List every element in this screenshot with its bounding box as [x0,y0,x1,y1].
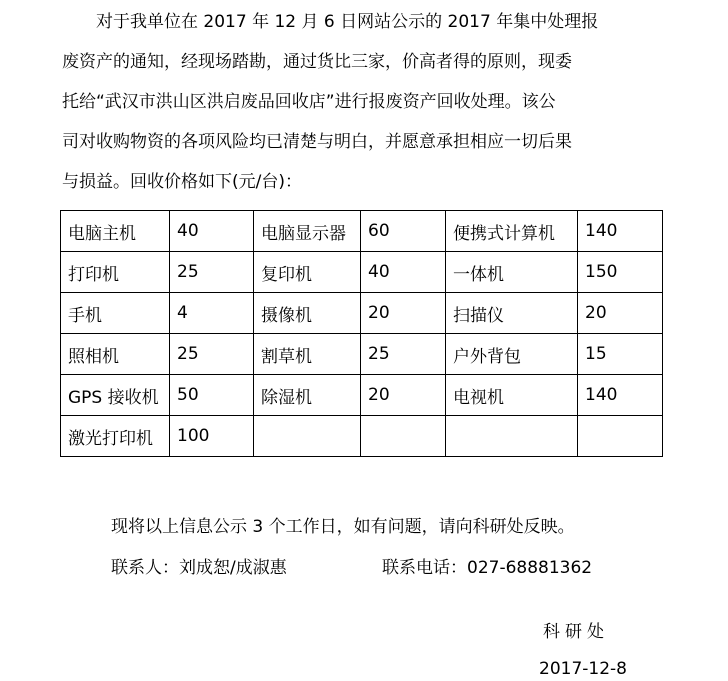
item-name-cell: 割草机 [254,334,361,375]
item-name-cell: 电脑主机 [61,211,170,252]
item-price-cell: 50 [170,375,254,416]
signature-date: 2017-12-8 [539,659,627,679]
item-name-cell: 除湿机 [254,375,361,416]
item-price-cell: 150 [578,252,663,293]
item-name-cell: 便携式计算机 [446,211,578,252]
item-name-cell: 照相机 [61,334,170,375]
item-name-cell: 激光打印机 [61,416,170,457]
item-price-cell: 25 [170,334,254,375]
intro-line: 司对收购物资的各项风险均已清楚与明白，并愿意承担相应一切后果 [62,132,572,152]
item-name-cell: 打印机 [61,252,170,293]
item-name-cell: 复印机 [254,252,361,293]
table-row [61,252,663,293]
intro-paragraph [62,2,662,202]
signature-department: 科研处 [543,622,609,642]
empty-cell [254,416,361,457]
item-price-cell: 140 [578,375,663,416]
notice-text: 现将以上信息公示 3 个工作日，如有问题，请向科研处反映。 [111,517,575,537]
contact-person: 联系人：刘成恕/成淑惠 [111,558,287,578]
item-price-cell: 20 [361,293,446,334]
item-price-cell: 100 [170,416,254,457]
item-price-cell: 20 [578,293,663,334]
item-price-cell: 20 [361,375,446,416]
intro-line: 与损益。回收价格如下(元/台)： [62,172,302,192]
item-price-cell: 4 [170,293,254,334]
empty-cell [361,416,446,457]
intro-line: 对于我单位在 2017 年 12 月 6 日网站公示的 2017 年集中处理报 [96,12,599,32]
item-price-cell: 15 [578,334,663,375]
item-name-cell: 户外背包 [446,334,578,375]
item-price-cell: 25 [361,334,446,375]
item-price-cell: 40 [361,252,446,293]
intro-line: 废资产的通知，经现场踏勘，通过货比三家，价高者得的原则，现委 [62,52,572,72]
table-row [61,211,663,252]
item-price-cell: 140 [578,211,663,252]
item-name-cell: GPS 接收机 [61,375,170,416]
intro-line: 托给“武汉市洪山区洪启废品回收店”进行报废资产回收处理。该公 [62,92,556,112]
table-row [61,416,663,457]
table-row [61,334,663,375]
item-price-cell: 40 [170,211,254,252]
empty-cell [446,416,578,457]
contact-phone: 联系电话：027-68881362 [382,558,593,578]
item-name-cell: 扫描仪 [446,293,578,334]
item-name-cell: 电脑显示器 [254,211,361,252]
price-table [60,210,663,457]
empty-cell [578,416,663,457]
item-name-cell: 电视机 [446,375,578,416]
table-row [61,293,663,334]
item-name-cell: 摄像机 [254,293,361,334]
table-row [61,375,663,416]
item-name-cell: 一体机 [446,252,578,293]
item-name-cell: 手机 [61,293,170,334]
item-price-cell: 25 [170,252,254,293]
item-price-cell: 60 [361,211,446,252]
